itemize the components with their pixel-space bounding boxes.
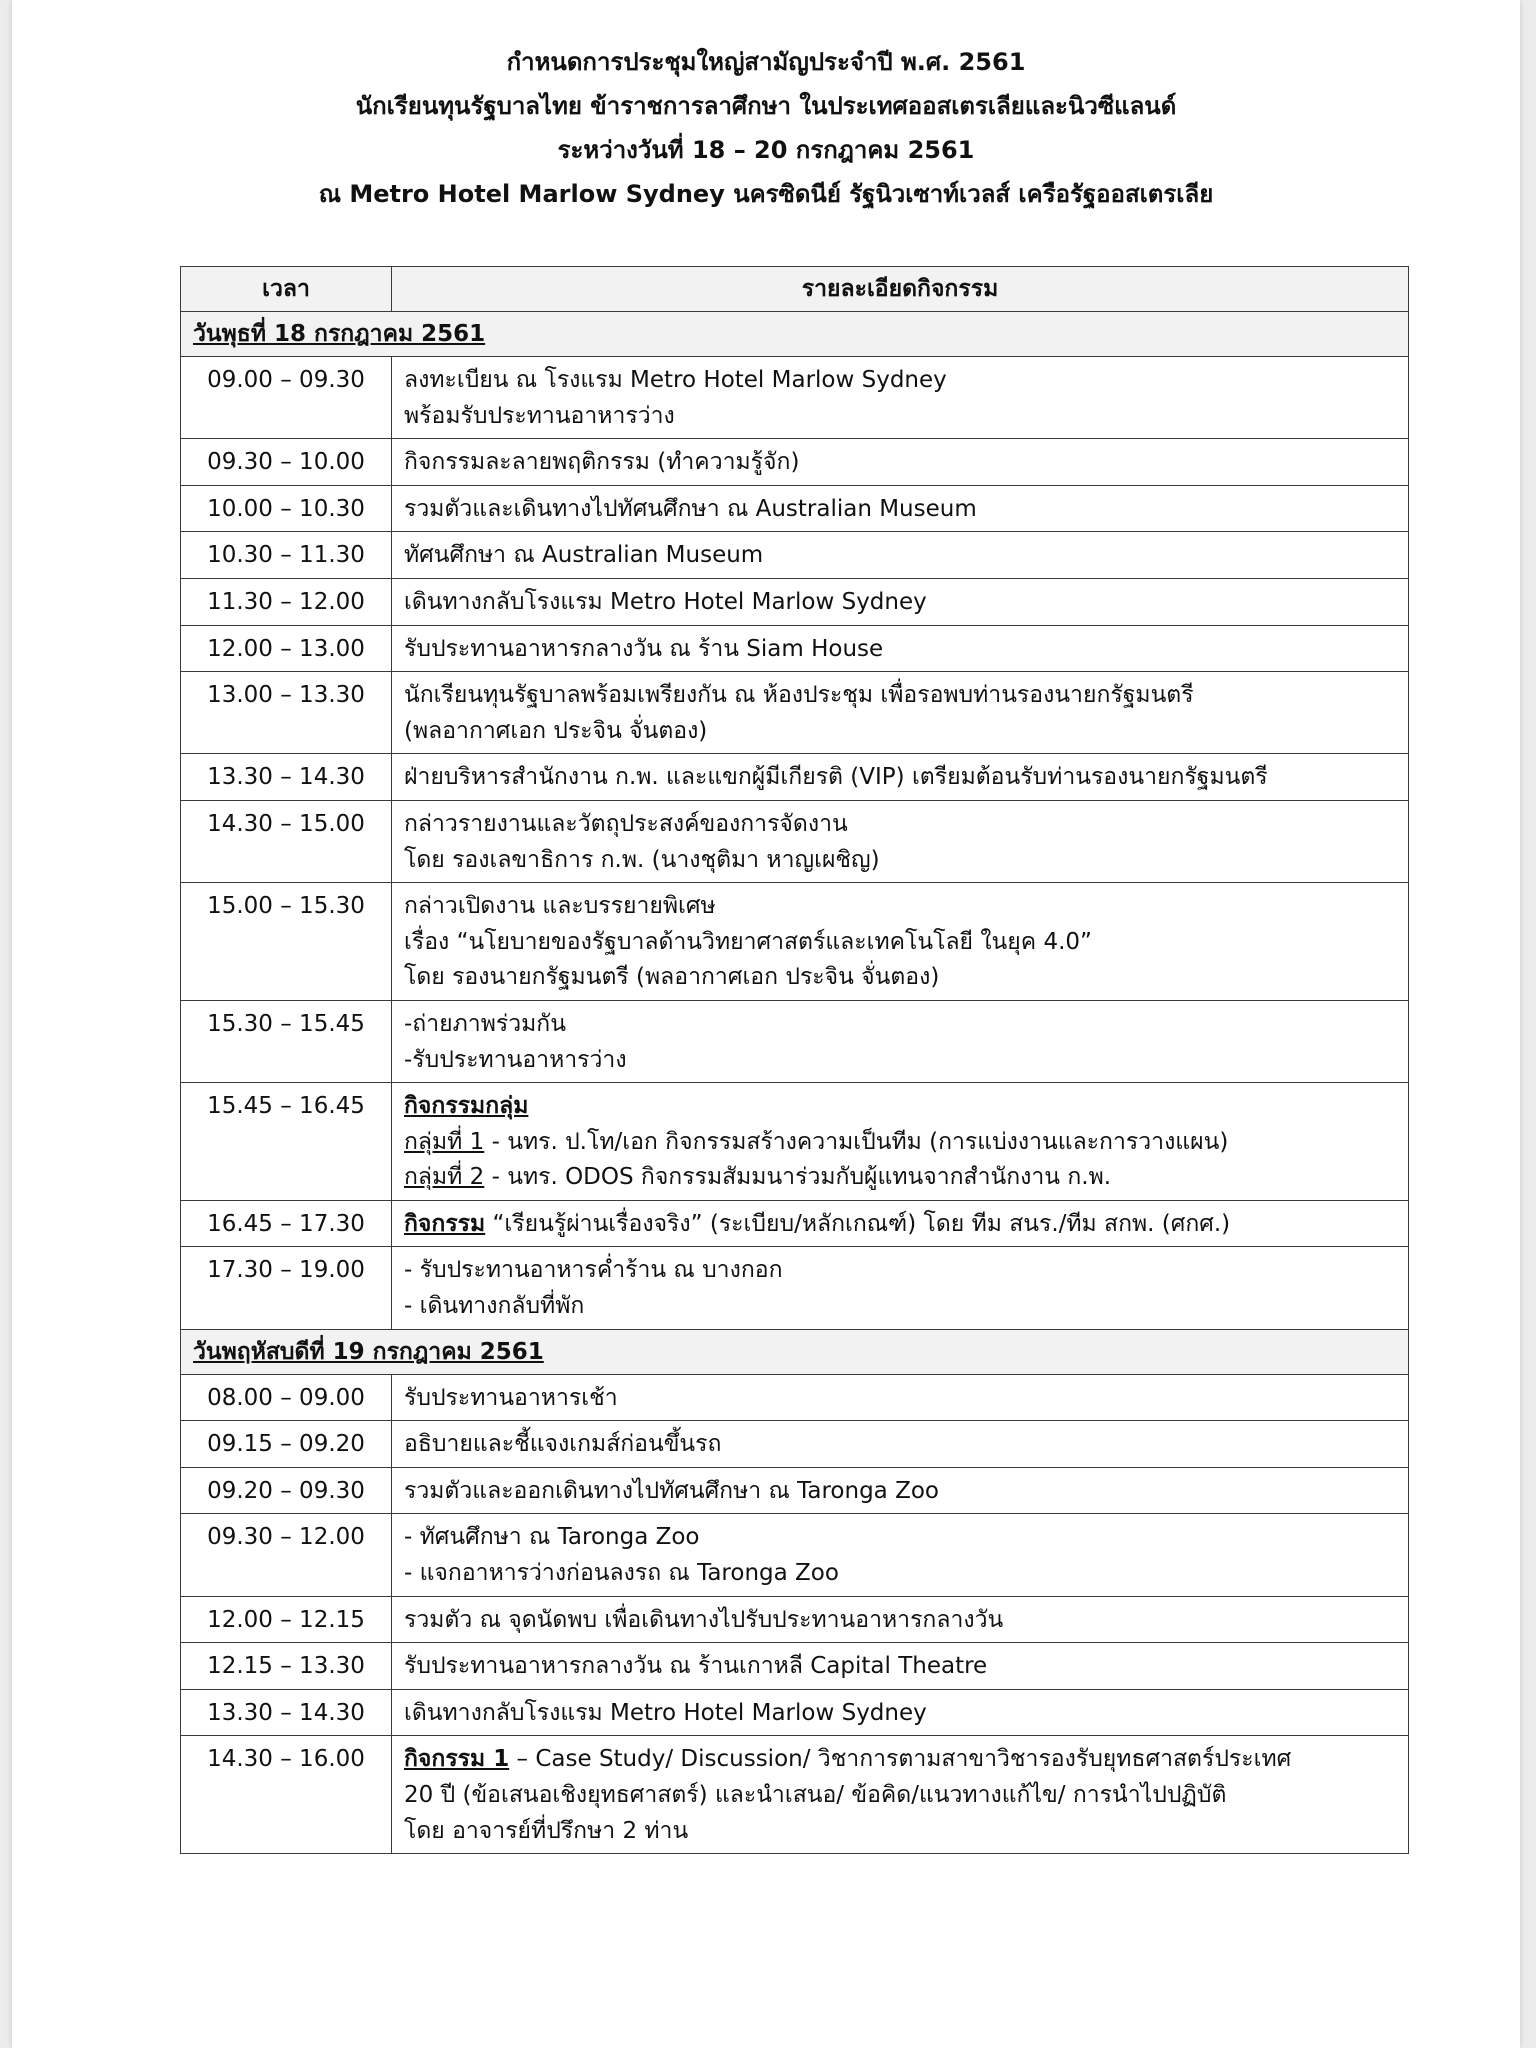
document-heading [12, 40, 1520, 216]
document-page [12, 0, 1520, 2048]
activity-line: รวมตัวและเดินทางไปทัศนศึกษา ณ Australian Museum [404, 495, 977, 522]
activity-text: “เรียนรู้ผ่านเรื่องจริง” (ระเบียบ/หลักเกณฑ์) โดย ทีม สนร./ทีม สกพ. (ศกศ.) [485, 1210, 1231, 1237]
time-cell: 12.15 – 13.30 [181, 1643, 392, 1690]
activity-line: เดินทางกลับโรงแรม Metro Hotel Marlow Sydney [404, 1699, 927, 1726]
activity-line: 20 ปี (ข้อเสนอเชิงยุทธศาสตร์) และนำเสนอ/ ข้อคิด/แนวทางแก้ไข/ การนำไปปฏิบัติ [404, 1782, 1227, 1808]
activity-line: ทัศนศึกษา ณ Australian Museum [404, 542, 764, 569]
table-row [181, 1421, 1409, 1468]
activity-line: อธิบายและชี้แจงเกมส์ก่อนขึ้นรถ [404, 1431, 722, 1458]
column-header-detail: รายละเอียดกิจกรรม [392, 267, 1409, 312]
activity-line: -ถ่ายภาพร่วมกัน [404, 1010, 566, 1037]
activity-line: กล่าวรายงานและวัตถุประสงค์ของการจัดงาน [404, 810, 848, 837]
table-row [181, 1247, 1409, 1329]
time-cell: 09.30 – 12.00 [181, 1514, 392, 1596]
column-header-time: เวลา [181, 267, 392, 312]
time-cell: 08.00 – 09.00 [181, 1374, 392, 1421]
time-cell: 13.00 – 13.30 [181, 672, 392, 754]
day-header-row [181, 1329, 1409, 1374]
activity-line: รวมตัวและออกเดินทางไปทัศนศึกษา ณ Taronga Zoo [404, 1477, 939, 1504]
activity-label: กิจกรรม [404, 1210, 486, 1237]
table-row [181, 1374, 1409, 1421]
activity-cell [392, 800, 1409, 882]
activity-cell [392, 1083, 1409, 1201]
time-cell: 15.30 – 15.45 [181, 1000, 392, 1082]
activity-line: รวมตัว ณ จุดนัดพบ เพื่อเดินทางไปรับประทานอาหารกลางวัน [404, 1606, 1004, 1633]
activity-line: โดย รองนายกรัฐมนตรี (พลอากาศเอก ประจิน จั่นตอง) [404, 964, 940, 991]
table-row [181, 485, 1409, 532]
table-row [181, 1200, 1409, 1247]
time-cell: 09.00 – 09.30 [181, 357, 392, 439]
group-1-label: กลุ่มที่ 1 [404, 1128, 485, 1155]
time-cell: 17.30 – 19.00 [181, 1247, 392, 1329]
activity-cell [392, 1596, 1409, 1643]
table-row [181, 1643, 1409, 1690]
activity-line: พร้อมรับประทานอาหารว่าง [404, 402, 675, 429]
time-cell: 15.45 – 16.45 [181, 1083, 392, 1201]
activity-cell [392, 672, 1409, 754]
table-row [181, 672, 1409, 754]
table-row [181, 1000, 1409, 1082]
table-header-row [181, 267, 1409, 312]
activity-cell [392, 1000, 1409, 1082]
activity-cell [392, 357, 1409, 439]
heading-line-2: นักเรียนทุนรัฐบาลไทย ข้าราชการลาศึกษา ในประเทศออสเตรเลียและนิวซีแลนด์ [355, 92, 1177, 120]
table-row [181, 439, 1409, 486]
activity-cell [392, 439, 1409, 486]
activity-line [404, 1742, 1396, 1778]
day-2-title: วันพฤหัสบดีที่ 19 กรกฎาคม 2561 [181, 1329, 1409, 1374]
activity-cell [392, 532, 1409, 579]
group-2-text: - นทร. ODOS กิจกรรมสัมมนาร่วมกับผู้แทนจากสำนักงาน ก.พ. [484, 1164, 1112, 1191]
table-row [181, 1467, 1409, 1514]
activity-cell [392, 1247, 1409, 1329]
activity-line: นักเรียนทุนรัฐบาลพร้อมเพรียงกัน ณ ห้องประชุม เพื่อรอพบท่านรองนายกรัฐมนตรี [404, 682, 1194, 709]
time-cell: 09.30 – 10.00 [181, 439, 392, 486]
table-row [181, 754, 1409, 801]
activity-cell [392, 1200, 1409, 1247]
time-cell: 10.30 – 11.30 [181, 532, 392, 579]
activity-cell [392, 1689, 1409, 1736]
activity-line: (พลอากาศเอก ประจิน จั่นตอง) [404, 717, 708, 744]
time-cell: 10.00 – 10.30 [181, 485, 392, 532]
activity-line: เรื่อง “นโยบายของรัฐบาลด้านวิทยาศาสตร์และเทคโนโลยี ในยุค 4.0” [404, 928, 1092, 955]
time-cell: 09.15 – 09.20 [181, 1421, 392, 1468]
activity-line: ฝ่ายบริหารสำนักงาน ก.พ. และแขกผู้มีเกียรติ (VIP) เตรียมต้อนรับท่านรองนายกรัฐมนตรี [404, 764, 1268, 791]
activity-line: -รับประทานอาหารว่าง [404, 1046, 627, 1073]
table-row [181, 578, 1409, 625]
activity-label: กิจกรรม 1 [404, 1746, 510, 1773]
table-row [181, 532, 1409, 579]
time-cell: 14.30 – 15.00 [181, 800, 392, 882]
group-2-label: กลุ่มที่ 2 [404, 1164, 485, 1191]
activity-line: รับประทานอาหารเช้า [404, 1384, 618, 1411]
heading-line-1: กำหนดการประชุมใหญ่สามัญประจำปี พ.ศ. 2561 [506, 48, 1026, 76]
activity-line: - รับประทานอาหารค่ำร้าน ณ บางกอก [404, 1257, 783, 1284]
time-cell: 12.00 – 13.00 [181, 625, 392, 672]
table-row [181, 1514, 1409, 1596]
table-row [181, 1736, 1409, 1854]
activity-line: เดินทางกลับโรงแรม Metro Hotel Marlow Sydney [404, 588, 927, 615]
group-1-line [404, 1125, 1396, 1161]
activity-line: - ทัศนศึกษา ณ Taronga Zoo [404, 1524, 700, 1551]
activity-cell [392, 1643, 1409, 1690]
activity-cell [392, 754, 1409, 801]
activity-cell [392, 1467, 1409, 1514]
time-cell: 13.30 – 14.30 [181, 1689, 392, 1736]
table-row [181, 1083, 1409, 1201]
day-1-title: วันพุธที่ 18 กรกฎาคม 2561 [181, 312, 1409, 357]
table-row [181, 800, 1409, 882]
activity-cell [392, 578, 1409, 625]
activity-line: - เดินทางกลับที่พัก [404, 1293, 585, 1320]
table-row [181, 625, 1409, 672]
activity-line: รับประทานอาหารกลางวัน ณ ร้าน Siam House [404, 635, 884, 662]
time-cell: 09.20 – 09.30 [181, 1467, 392, 1514]
group-activity-heading-line [404, 1089, 1396, 1125]
activity-line: รับประทานอาหารกลางวัน ณ ร้านเกาหลี Capital Theatre [404, 1653, 988, 1680]
group-activity-heading: กิจกรรมกลุ่ม [404, 1093, 529, 1120]
activity-line: ลงทะเบียน ณ โรงแรม Metro Hotel Marlow Sydney [404, 367, 947, 393]
activity-line [404, 1207, 1396, 1243]
schedule-table [180, 266, 1409, 1854]
activity-line: กิจกรรมละลายพฤติกรรม (ทำความรู้จัก) [404, 449, 800, 476]
time-cell: 15.00 – 15.30 [181, 883, 392, 1001]
heading-line-4: ณ Metro Hotel Marlow Sydney นครซิดนีย์ รัฐนิวเซาท์เวลส์ เครือรัฐออสเตรเลีย [318, 180, 1214, 208]
activity-line: โดย รองเลขาธิการ ก.พ. (นางชุติมา หาญเผชิญ) [404, 846, 880, 873]
activity-cell [392, 1736, 1409, 1854]
activity-text: – Case Study/ Discussion/ วิชาการตามสาขาวิชารองรับยุทธศาสตร์ประเทศ [509, 1746, 1292, 1773]
time-cell: 12.00 – 12.15 [181, 1596, 392, 1643]
day-header-row [181, 312, 1409, 357]
activity-cell [392, 485, 1409, 532]
group-2-line [404, 1160, 1396, 1196]
activity-line: โดย อาจารย์ที่ปรึกษา 2 ท่าน [404, 1817, 689, 1844]
table-row [181, 357, 1409, 439]
table-row [181, 1689, 1409, 1736]
heading-line-3: ระหว่างวันที่ 18 – 20 กรกฎาคม 2561 [557, 136, 975, 164]
activity-cell [392, 625, 1409, 672]
activity-cell [392, 1514, 1409, 1596]
group-1-text: - นทร. ป.โท/เอก กิจกรรมสร้างความเป็นทีม (การแบ่งงานและการวางแผน) [484, 1128, 1229, 1155]
activity-cell [392, 1374, 1409, 1421]
activity-cell [392, 883, 1409, 1001]
activity-line: - แจกอาหารว่างก่อนลงรถ ณ Taronga Zoo [404, 1560, 839, 1587]
activity-cell [392, 1421, 1409, 1468]
time-cell: 11.30 – 12.00 [181, 578, 392, 625]
time-cell: 13.30 – 14.30 [181, 754, 392, 801]
time-cell: 14.30 – 16.00 [181, 1736, 392, 1854]
table-row [181, 1596, 1409, 1643]
time-cell: 16.45 – 17.30 [181, 1200, 392, 1247]
activity-line: กล่าวเปิดงาน และบรรยายพิเศษ [404, 893, 716, 920]
table-row [181, 883, 1409, 1001]
